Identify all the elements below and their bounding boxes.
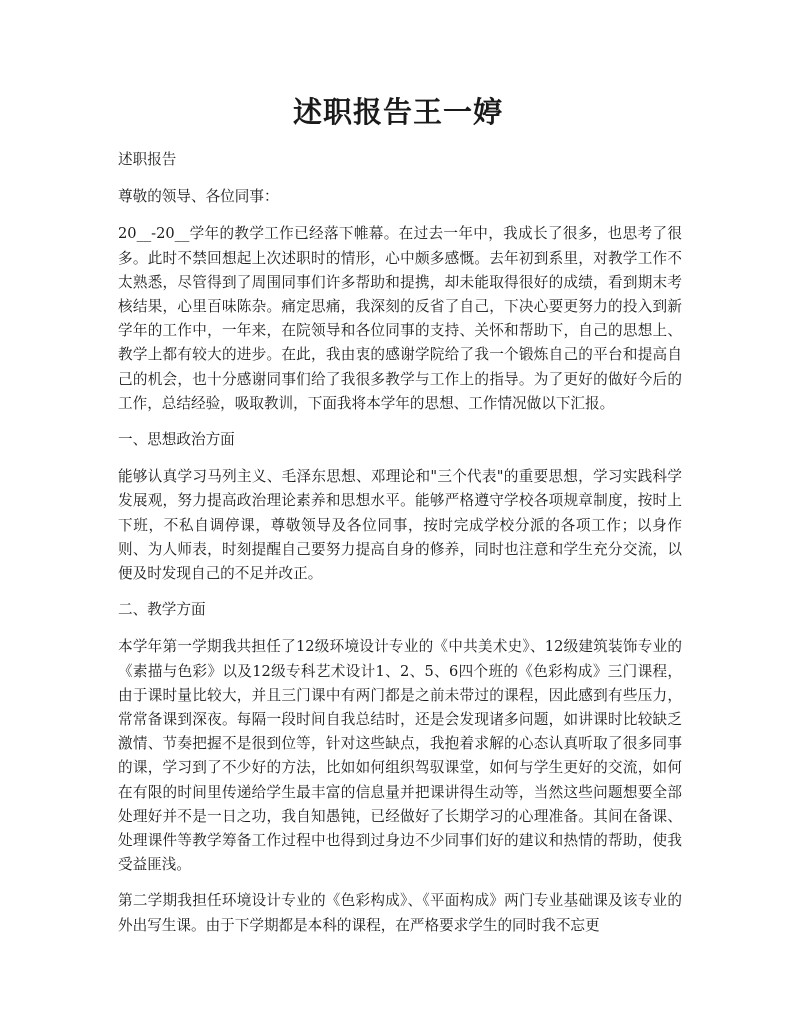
heading-label: 述职报告 [118, 151, 177, 168]
salutation: 尊敬的领导、各位同事： [118, 188, 279, 206]
section-heading-politics: 一、思想政治方面 [118, 431, 235, 449]
intro-paragraph: 20__-20__学年的教学工作已经落下帷幕。在过去一年中，我成长了很多，也思考了很多。此时不禁回想起上次述职时的情形，心中颇多感慨。去年初到系里，对教学工作不太熟悉，尽管得到了周围同事们许多帮助和提携，却未能取得很好的成绩，看到期末考核结果，心里百味陈杂。痛定思痛，我深刻的反省了自己，下决心要更努力的投入到新学年的工作中，一年来，在院领导和各位同事的支持、关怀和帮助下，自己的思想上、教学上都有较大的进步。在此，我由衷的感谢学院给了我一个锻炼自己的平台和提高自己的机会，也十分感谢同事们给了我很多教学与工作上的指导。为了更好的做好今后的工作，总结经验，吸取教训，下面我将本学年的思想、工作情况做以下汇报。 [118, 225, 682, 412]
document-title: 述职报告王一婷 [292, 95, 503, 129]
teaching-paragraph-1: 本学年第一学期我共担任了12级环境设计专业的《中共美术史》、12级建筑装饰专业的《素描与色彩》以及12级专科艺术设计1、2、5、6四个班的《色彩构成》三门课程，由于课时量比较大，并且三门课中有两门都是之前未带过的课程，因此感到有些压力，常常备课到深夜。每隔一段时间自我总结时，还是会发现诸多问题，如讲课时比较缺乏激情、节奏把握不是很到位等，针对这些缺点，我抱着求解的心态认真听取了很多同事的课，学习到了不少好的方法，比如如何组织驾驭课堂，如何与学生更好的交流，如何在有限的时间里传递给学生最丰富的信息量并把课讲得生动等，当然这些问题想要全部处理好并不是一日之功，我自知愚钝，已经做好了长期学习的心理准备。其间在备课、处理课件等教学筹备工作过程中也得到过身边不少同事们好的建议和热情的帮助，使我受益匪浅。 [118, 638, 682, 874]
document-body [118, 148, 682, 950]
politics-paragraph: 能够认真学习马列主义、毛泽东思想、邓理论和"三个代表"的重要思想，学习实践科学发展观，努力提高政治理论素养和思想水平。能够严格遵守学校各项规章制度，按时上下班，不私自调停课，尊敬领导及各位同事，按时完成学校分派的各项工作；以身作则、为人师表，时刻提醒自己要努力提高自身的修养，同时也注意和学生充分交流，以便及时发现自己的不足并改正。 [118, 468, 682, 583]
teaching-paragraph-2: 第二学期我担任环境设计专业的《色彩构成》、《平面构成》两门专业基础课及该专业的外出写生课。由于下学期都是本科的课程，在严格要求学生的同时我不忘更 [118, 892, 682, 934]
section-heading-teaching: 二、教学方面 [118, 601, 206, 619]
